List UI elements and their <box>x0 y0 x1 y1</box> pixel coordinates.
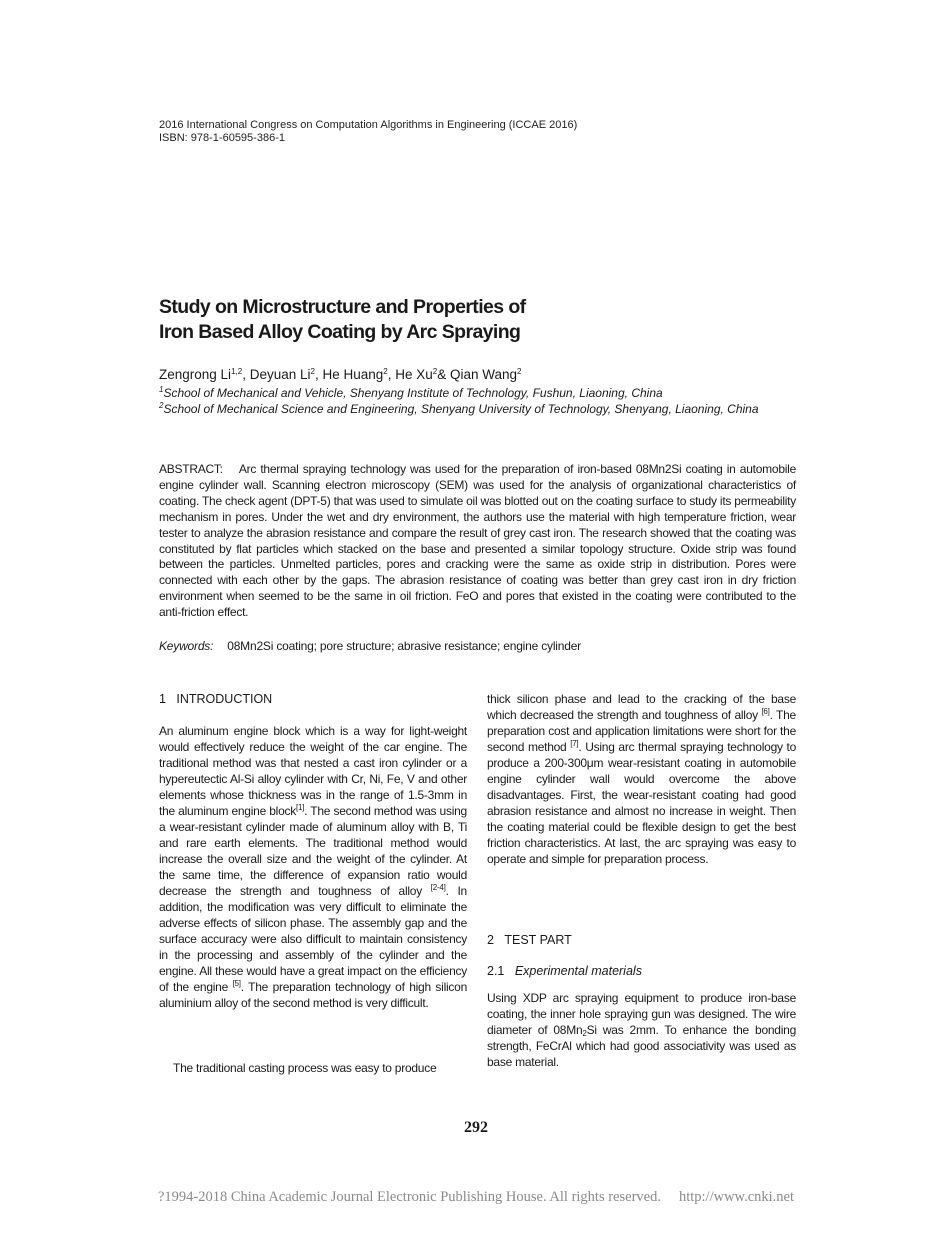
text-run: An aluminum engine block which is a way for light-weight would effectively reduce the weight of the car engine. The traditional method was that nested a cast iron cylinder or a hypereutectic Al-Si alloy cylinder with Cr, Ni, Fe, V and other elements whose thickness was in the range of 1.5-3mm in the aluminum engine block <box>159 724 467 818</box>
affil-text: School of Mechanical and Vehicle, Shenyang Institute of Technology, Fushun, Liaoning, China <box>163 386 663 400</box>
author-affil-sup: 1,2 <box>231 367 243 376</box>
citation: [6] <box>761 707 770 716</box>
text-run: . In addition, the modification was very difficult to eliminate the adverse effects of silicon phase. The assembly gap and the surface accuracy were also difficult to maintain consistency in the processing and assembly of the cylinder and the engine. All these would have a great impact on the efficiency of the engine <box>159 884 467 994</box>
section-heading-introduction <box>159 691 272 707</box>
keywords-text: 08Mn2Si coating; pore structure; abrasive resistance; engine cylinder <box>227 639 581 653</box>
author-affil-sup: 2 <box>517 367 522 376</box>
affil-sup: 2 <box>159 401 164 410</box>
citation: [1] <box>296 803 305 812</box>
subsection-heading-materials <box>487 963 642 979</box>
author-affil-sup: 2 <box>310 367 315 376</box>
section-title: INTRODUCTION <box>176 692 273 706</box>
abstract <box>159 462 796 621</box>
author-name: Zengrong Li <box>159 367 232 382</box>
text-run: Si was 2mm. To enhance the bonding strength, FeCrAl which had good associativity was used as base material. <box>487 1023 796 1069</box>
text-run: . Using arc thermal spraying technology to produce a 200-300μm wear-resistant coating in automobile engine cylinder wall would overcome the above disadvantages. First, the wear-resistant coating had good abrasion resistance and almost no increase in weight. Then the coating material could be flexible design to get the best friction characteristics. At last, the arc spraying was easy to operate and simple for preparation process. <box>487 740 797 866</box>
author-name: Deyuan Li <box>249 367 311 382</box>
conference-line: 2016 International Congress on Computation Algorithms in Engineering (ICCAE 2016) <box>159 119 578 131</box>
intro-paragraph-1 <box>159 723 467 1011</box>
author-name: He Xu <box>395 367 433 382</box>
conference-header <box>159 119 577 145</box>
section-title: TEST PART <box>504 933 572 947</box>
copyright-text: ?1994-2018 China Academic Journal Electronic Publishing House. All rights reserved. <box>157 1189 661 1205</box>
copyright-footer <box>0 1189 952 1206</box>
author-list: Zengrong Li$^{1,2}$, Deyuan Li$^2$, He Huang$^2$, He Xu$^2$& Qian Wang$^2$ <box>159 367 522 382</box>
text-run: . The preparation cost and application limitations were short for the second method <box>487 708 796 754</box>
subsection-title: Experimental materials <box>514 964 642 978</box>
abstract-label: ABSTRACT: <box>159 462 223 476</box>
text-run: thick silicon phase and lead to the cracking of the base which decreased the strength and toughness of alloy <box>487 692 796 722</box>
subsection-number: 2.1 <box>487 964 505 978</box>
author-name: He Huang <box>322 367 384 382</box>
isbn-line: ISBN: 978-1-60595-386-1 <box>159 132 285 144</box>
keywords <box>159 638 799 654</box>
page-number: 292 <box>464 1119 488 1136</box>
text-run: . The preparation technology of high silicon aluminium alloy of the second method is very difficult. <box>159 980 468 1010</box>
intro-paragraph-2: The traditional casting process was easy to produce <box>173 1061 437 1075</box>
footer-url: http://www.cnki.net <box>678 1189 794 1205</box>
keywords-label: Keywords: <box>159 639 214 653</box>
text-run: Using XDP arc spraying equipment to produce iron-base coating, the inner hole spraying gun was designed. The wire diameter of 08Mn <box>487 991 796 1037</box>
section-heading-test-part <box>487 932 572 948</box>
affil-text: School of Mechanical Science and Engineering, Shenyang University of Technology, Shenyang, Liaoning, China <box>163 402 759 416</box>
text-run: . The second method was using a wear-resistant cylinder made of aluminum alloy with B, Ti and rare earth elements. The traditional method would increase the overall size and the weight of the cylinder. At the same time, the difference of expansion ratio would decrease the strength and toughness of alloy <box>159 804 467 898</box>
affil-sup: 1 <box>159 385 164 394</box>
affiliation-2 <box>159 402 819 417</box>
citation: [7] <box>570 739 579 748</box>
citation: [2-4] <box>430 883 446 892</box>
intro-paragraph-2-continued <box>487 691 796 867</box>
title-line-2: Iron Based Alloy Coating by Arc Spraying <box>159 321 521 343</box>
citation: [5] <box>232 979 241 988</box>
author-name: Qian Wang <box>449 367 518 382</box>
materials-paragraph <box>487 990 796 1070</box>
section-number: 1 <box>159 692 166 706</box>
affiliation-1 <box>159 386 819 401</box>
author-affil-sup: 2 <box>432 367 438 376</box>
title-line-1: Study on Microstructure and Properties of <box>159 296 526 318</box>
abstract-text: Arc thermal spraying technology was used for the preparation of iron-based 08Mn2Si coating in automobile engine cylinder wall. Scanning electron microscopy (SEM) was used for the analysis of organizational characteristics of coating. The check agent (DPT-5) that was used to simulate oil was blotted out on the coating surface to study its permeability mechanism in pores. Under the wet and dry environment, the authors use the material with high temperature friction, wear tester to analyze the abrasion resistance and compare the result of grey cast iron. The research showed that the coating was constituted by flat particles which stacked on the base and presented a similar topology structure. Oxide strip was found between the particles. Unmelted particles, pores and cracking were the same as oxide strip in distribution. Pores were connected with each other by the gaps. The abrasion resistance of coating was better than grey cast iron in dry friction environment when seemed to be the same in oil friction. FeO and pores that existed in the coating were contributed to the anti-friction effect. <box>159 462 797 620</box>
subscript: 2 <box>582 1029 587 1038</box>
section-number: 2 <box>487 933 494 947</box>
paper-title <box>159 295 799 345</box>
author-affil-sup: 2 <box>383 367 388 376</box>
